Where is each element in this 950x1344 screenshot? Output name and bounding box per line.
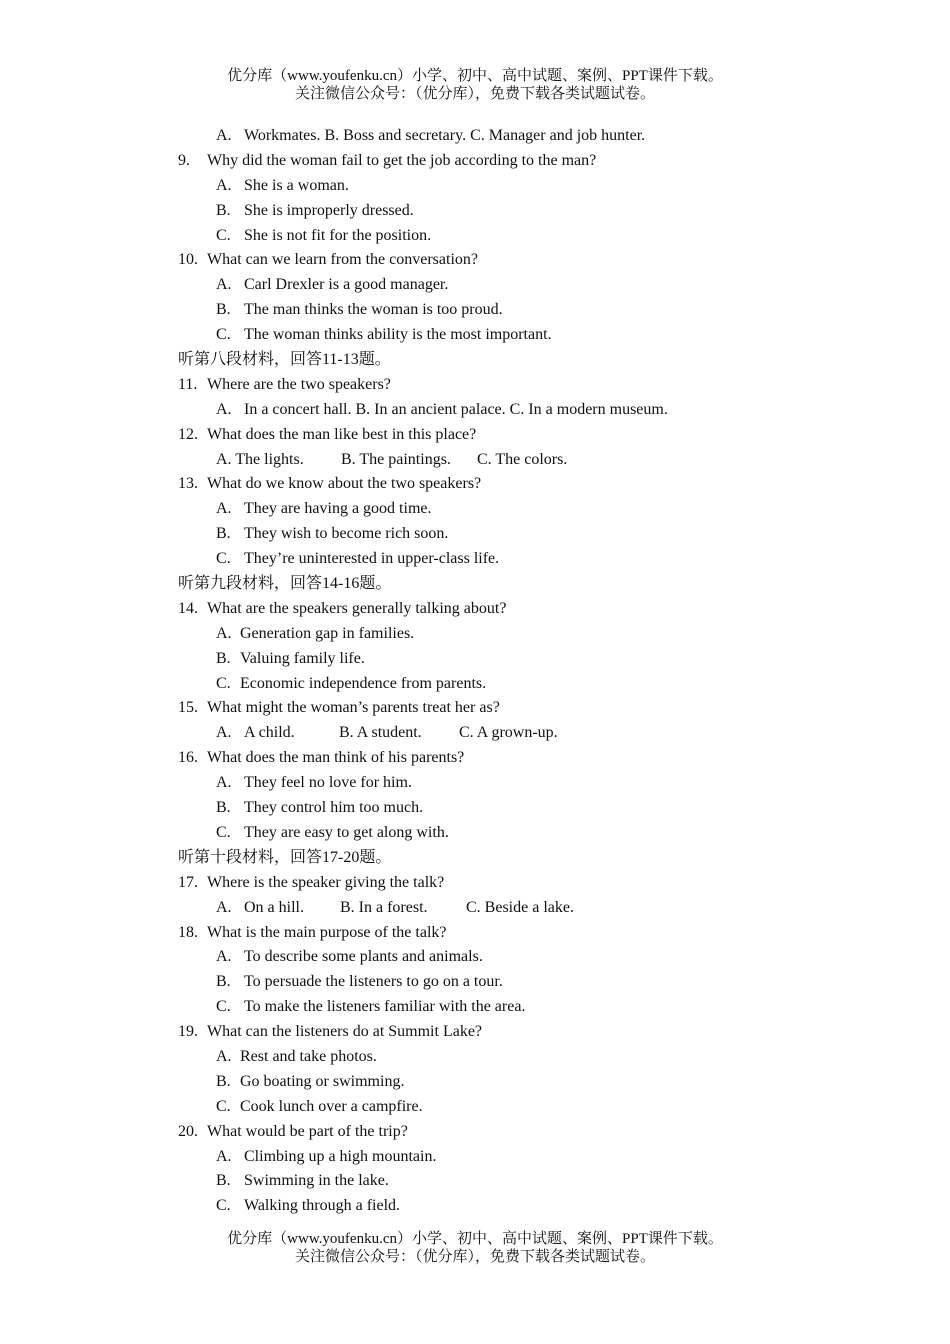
question-20: [178, 1120, 878, 1145]
option-b: [178, 522, 878, 547]
section-heading-8: 听第八段材料，回答11-13题。: [178, 351, 391, 369]
question-text: What is the main purpose of the talk?: [207, 923, 447, 941]
option-text: The woman thinks ability is the most important.: [244, 326, 552, 344]
option-text: They are having a good time.: [244, 500, 432, 518]
q15-options: [178, 721, 878, 746]
option-letter: A.: [216, 724, 232, 742]
option-c: [178, 672, 878, 697]
header-line-1: 优分库（www.youfenku.cn）小学、初中、高中试题、案例、PPT课件下载。: [227, 68, 723, 84]
question-10: [178, 248, 878, 273]
question-number: 15.: [178, 699, 198, 717]
question-text: What do we know about the two speakers?: [207, 475, 482, 493]
option-letter: A.: [216, 624, 232, 642]
question-19: [178, 1020, 878, 1045]
option-b: B. A student.: [339, 724, 422, 742]
question-16: [178, 746, 878, 771]
option-text: They’re uninterested in upper-class life.: [244, 550, 500, 568]
option-text: To describe some plants and animals.: [244, 948, 483, 966]
option-text: Valuing family life.: [240, 649, 365, 667]
option-letter: A.: [216, 500, 232, 518]
option-a: [178, 1045, 878, 1070]
option-letter: A.: [216, 1147, 232, 1165]
q17-options: [178, 896, 878, 921]
question-number: 17.: [178, 873, 198, 891]
question-number: 16.: [178, 749, 198, 767]
question-text: What does the man like best in this place?: [207, 425, 477, 443]
option-a: [178, 1145, 878, 1170]
question-9: [178, 149, 878, 174]
header-line-2: 关注微信公众号：（优分库），免费下载各类试题试卷。: [294, 86, 655, 102]
option-c: [178, 821, 878, 846]
option-text: In a concert hall. B. In an ancient palace. C. In a modern museum.: [244, 400, 668, 418]
question-text: What can the listeners do at Summit Lake?: [207, 1023, 483, 1041]
option-letter: B.: [216, 1072, 231, 1090]
option-b: [178, 970, 878, 995]
option-a: A. The lights.: [216, 450, 304, 468]
option-b: [178, 1169, 878, 1194]
option-text: To make the listeners familiar with the area.: [244, 998, 526, 1016]
option-letter: A.: [216, 127, 232, 144]
page-header: [0, 67, 950, 103]
option-a: [178, 771, 878, 796]
option-b: [178, 199, 878, 224]
option-text: Workmates. B. Boss and secretary. C. Manager and job hunter.: [244, 127, 646, 144]
option-letter: C.: [216, 550, 231, 568]
question-number: 20.: [178, 1122, 198, 1140]
q8-options: [178, 124, 878, 149]
footer-line-1: 优分库（www.youfenku.cn）小学、初中、高中试题、案例、PPT课件下载。: [227, 1231, 723, 1247]
option-letter: C.: [216, 674, 231, 692]
option-letter: C.: [216, 226, 231, 244]
option-text: They feel no love for him.: [244, 774, 412, 792]
option-letter: C.: [216, 823, 231, 841]
option-letter: A.: [216, 276, 232, 294]
question-number: 10.: [178, 251, 198, 269]
option-letter: B.: [216, 649, 231, 667]
option-letter: C.: [216, 1197, 231, 1215]
option-c: [178, 224, 878, 249]
option-letter: B.: [216, 525, 231, 543]
option-letter: C.: [216, 998, 231, 1016]
option-letter: A.: [216, 774, 232, 792]
question-text: Why did the woman fail to get the job according to the man?: [207, 151, 597, 169]
question-12: [178, 423, 878, 448]
question-text: Where is the speaker giving the talk?: [207, 873, 445, 891]
option-text: The man thinks the woman is too proud.: [244, 301, 503, 319]
question-14: [178, 597, 878, 622]
question-text: Where are the two speakers?: [207, 375, 391, 393]
section-heading-10: 听第十段材料，回答17-20题。: [178, 848, 392, 866]
question-number: 19.: [178, 1023, 198, 1041]
option-c: [178, 547, 878, 572]
option-text: Rest and take photos.: [240, 1047, 377, 1065]
question-number: 14.: [178, 599, 198, 617]
option-text: Carl Drexler is a good manager.: [244, 276, 449, 294]
option-b: [178, 298, 878, 323]
q12-options: [178, 448, 878, 473]
option-letter: C.: [216, 1097, 231, 1115]
option-b: B. The paintings.: [341, 450, 451, 468]
section-heading-9: 听第九段材料，回答14-16题。: [178, 575, 392, 593]
question-number: 18.: [178, 923, 198, 941]
option-b: [178, 796, 878, 821]
option-text: Go boating or swimming.: [240, 1072, 405, 1090]
option-c: C. A grown-up.: [459, 724, 558, 742]
question-number: 11.: [178, 375, 198, 393]
option-b: [178, 647, 878, 672]
option-letter: B.: [216, 201, 231, 219]
option-letter: A.: [216, 400, 232, 418]
option-a: [178, 174, 878, 199]
option-c: C. The colors.: [477, 450, 568, 468]
option-letter: B.: [216, 973, 231, 991]
option-a: [178, 945, 878, 970]
question-18: [178, 921, 878, 946]
option-a: [178, 497, 878, 522]
option-letter: A.: [216, 1047, 232, 1065]
question-17: [178, 871, 878, 896]
option-letter: B.: [216, 1172, 231, 1190]
option-letter: A.: [216, 948, 232, 966]
option-letter: A.: [216, 176, 232, 194]
option-text: Cook lunch over a campfire.: [240, 1097, 423, 1115]
option-text: Climbing up a high mountain.: [244, 1147, 437, 1165]
question-list: [178, 124, 878, 1219]
question-text: What would be part of the trip?: [207, 1122, 408, 1140]
question-11: [178, 373, 878, 398]
question-number: 12.: [178, 425, 198, 443]
question-text: What does the man think of his parents?: [207, 749, 465, 767]
option-letter: B.: [216, 799, 231, 817]
option-c: [178, 1194, 878, 1219]
question-text: What might the woman’s parents treat her as?: [207, 699, 500, 717]
option-text: She is a woman.: [244, 176, 349, 194]
option-b: [178, 1070, 878, 1095]
option-text: She is improperly dressed.: [244, 201, 414, 219]
question-text: What are the speakers generally talking about?: [207, 599, 507, 617]
option-text: She is not fit for the position.: [244, 226, 432, 244]
q11-options: [178, 398, 878, 423]
option-letter: C.: [216, 326, 231, 344]
option-b: B. In a forest.: [340, 898, 428, 916]
question-15: [178, 696, 878, 721]
option-a: On a hill.: [244, 898, 304, 916]
question-number: 9.: [178, 151, 190, 169]
option-c: [178, 1095, 878, 1120]
question-text: What can we learn from the conversation?: [207, 251, 478, 269]
option-text: Swimming in the lake.: [244, 1172, 389, 1190]
option-text: Generation gap in families.: [240, 624, 415, 642]
option-text: Walking through a field.: [244, 1197, 401, 1215]
option-a: [178, 622, 878, 647]
option-text: They control him too much.: [244, 799, 424, 817]
option-c: C. Beside a lake.: [466, 898, 574, 916]
option-c: [178, 323, 878, 348]
question-number: 13.: [178, 475, 198, 493]
option-letter: A.: [216, 898, 232, 916]
option-a: A child.: [244, 724, 295, 742]
option-text: They are easy to get along with.: [244, 823, 449, 841]
option-letter: B.: [216, 301, 231, 319]
option-text: Economic independence from parents.: [240, 674, 487, 692]
option-text: They wish to become rich soon.: [244, 525, 449, 543]
option-a: [178, 273, 878, 298]
page-footer: [0, 1230, 950, 1266]
option-text: To persuade the listeners to go on a tour.: [244, 973, 503, 991]
footer-line-2: 关注微信公众号：（优分库），免费下载各类试题试卷。: [294, 1249, 655, 1265]
question-13: [178, 472, 878, 497]
option-c: [178, 995, 878, 1020]
